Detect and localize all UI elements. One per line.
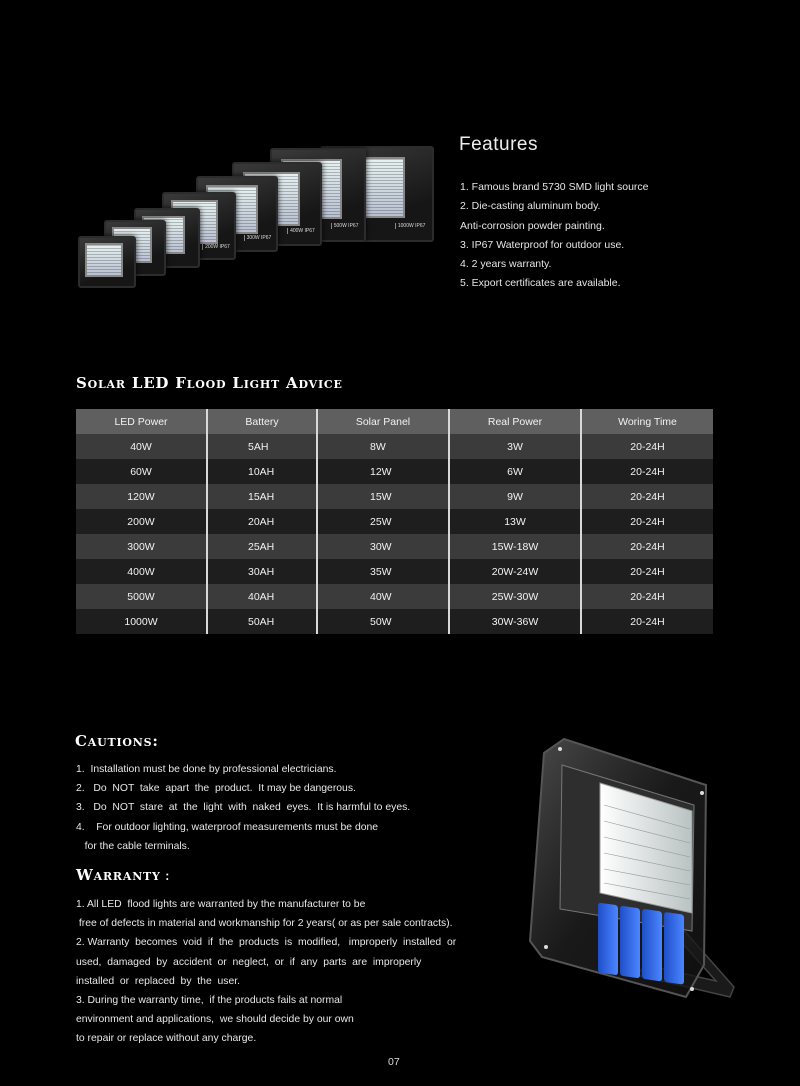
cautions-list [76,760,410,856]
table-row [76,434,713,459]
cell: 15W [317,484,449,509]
product-lineup-image [74,140,444,300]
cell: 20-24H [581,509,713,534]
cell: 40W [76,434,207,459]
cell: 200W [76,509,207,534]
cell: 12W [317,459,449,484]
cell: 20-24H [581,559,713,584]
table-row [76,609,713,634]
table-row [76,484,713,509]
cell: 20AH [207,509,317,534]
cell: 20W-24W [449,559,581,584]
cell: 10AH [207,459,317,484]
cell: 30AH [207,559,317,584]
warranty-list [76,895,496,1049]
warranty-line: free of defects in material and workmanship for 2 years( or as per sale contracts). [76,918,453,930]
cell: 3W [449,434,581,459]
cell: 120W [76,484,207,509]
caution-item: 1. Installation must be done by professional electricians. [76,764,337,775]
cautions-title: Cautions: [75,732,159,750]
flood-light-40w [78,236,136,288]
feature-item: 5. Export certificates are available. [460,277,621,290]
cell: 15AH [207,484,317,509]
caution-item: 2. Do NOT take apart the product. It may be dangerous. [76,783,356,795]
header-battery: Battery [207,409,317,434]
page-number: 07 [388,1056,400,1068]
cell: 30W-36W [449,609,581,634]
warranty-line: environment and applications, we should decide by our own [76,1014,354,1026]
feature-item: 3. IP67 Waterproof for outdoor use. [460,238,625,251]
warranty-title-text: Warranty [76,866,161,884]
lamp-label: 200W IP67 [202,244,230,250]
cell: 20-24H [581,534,713,559]
cell: 8W [317,434,449,459]
cell: 1000W [76,609,207,634]
cell: 60W [76,459,207,484]
cell: 20-24H [581,459,713,484]
cell: 13W [449,509,581,534]
spec-table [76,409,713,634]
cell: 20-24H [581,434,713,459]
header-real-power: Real Power [449,409,581,434]
lamp-label: 400W IP67 [287,228,315,234]
cell: 300W [76,534,207,559]
feature-item: 2. Die-casting aluminum body. [460,200,601,213]
cell: 30W [317,534,449,559]
cell: 9W [449,484,581,509]
cell: 25W [317,509,449,534]
header-working-time: Woring Time [581,409,713,434]
warranty-line: 1. All LED flood lights are warranted by the manufacturer to be [76,899,366,910]
cell: 500W [76,584,207,609]
feature-item: 4. 2 years warranty. [460,258,552,271]
advice-title: Solar LED Flood Light Advice [76,374,343,392]
cell: 20-24H [581,584,713,609]
cell: 6W [449,459,581,484]
warranty-line: 2. Warranty becomes void if the products is modified, improperly installed or [76,937,457,949]
warranty-title-suffix: : [164,866,171,884]
table-header-row [76,409,713,434]
cell: 40AH [207,584,317,609]
cell: 5AH [207,434,317,459]
table-row [76,534,713,559]
table-row [76,459,713,484]
header-solar-panel: Solar Panel [317,409,449,434]
table-row [76,559,713,584]
cell: 40W [317,584,449,609]
header-led-power: LED Power [76,409,207,434]
caution-item: 3. Do NOT stare at the light with naked eyes. It is harmful to eyes. [76,802,411,814]
features-title: Features [459,134,538,155]
warranty-line: used, damaged by accident or neglect, or if any parts are improperly [76,956,422,968]
cell: 35W [317,559,449,584]
lamp-label: 1000W IP67 [395,223,426,229]
caution-item: for the cable terminals. [76,840,190,852]
warranty-line: 3. During the warranty time, if the products fails at normal [76,995,343,1007]
cell: 20-24H [581,484,713,509]
lamp-label: 500W IP67 [331,223,359,229]
features-list [460,178,649,294]
table-row [76,584,713,609]
cell: 15W-18W [449,534,581,559]
table-row [76,509,713,534]
cell: 25W-30W [449,584,581,609]
cell: 50AH [207,609,317,634]
flood-light-internal-image [516,735,738,1007]
cell: 50W [317,609,449,634]
feature-item: Anti-corrosion powder painting. [460,219,605,232]
cell: 400W [76,559,207,584]
warranty-title [76,866,171,884]
feature-item: 1. Famous brand 5730 SMD light source [460,181,649,193]
lamp-label: 300W IP67 [244,235,272,241]
warranty-line: to repair or replace without any charge. [76,1033,257,1045]
cell: 20-24H [581,609,713,634]
caution-item: 4. For outdoor lighting, waterproof measurements must be done [76,821,379,833]
warranty-line: installed or replaced by the user. [76,975,241,987]
cell: 25AH [207,534,317,559]
